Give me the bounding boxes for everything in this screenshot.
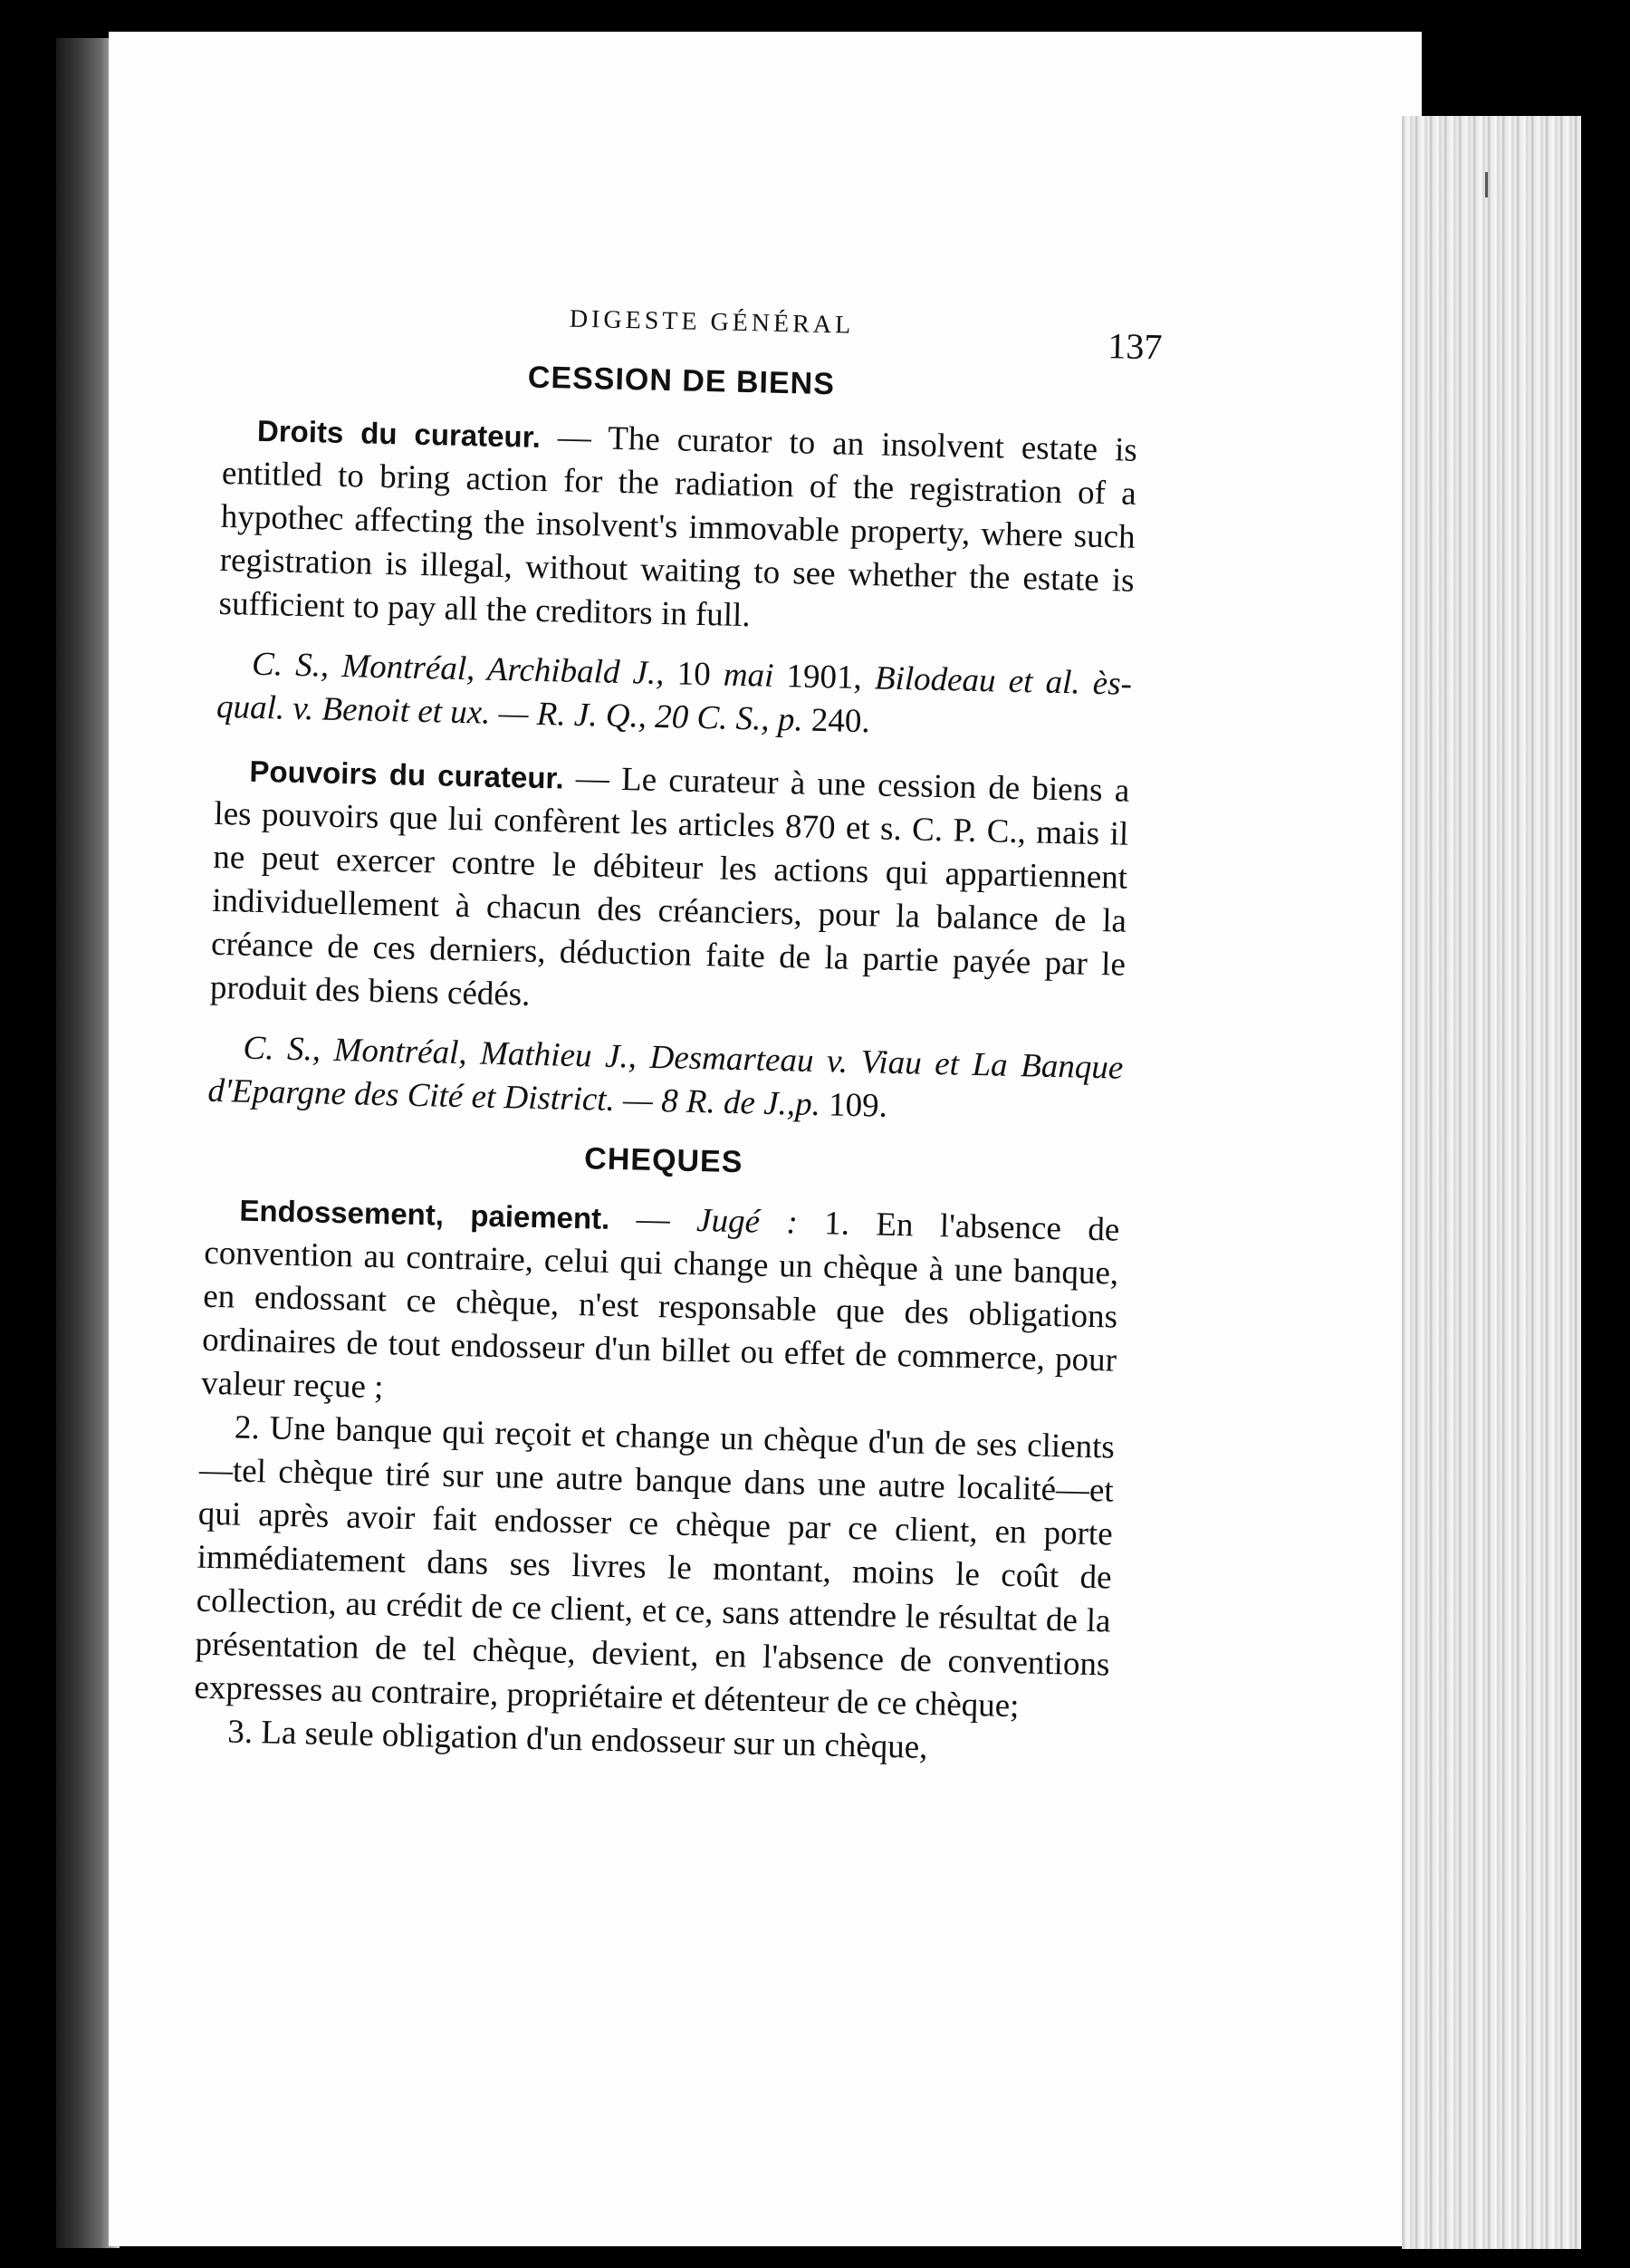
entry-juge: Jugé : [695, 1202, 799, 1242]
page-content [193, 272, 1163, 1773]
entry-lead: Droits du curateur. [256, 413, 542, 454]
citation-2 [207, 1026, 1124, 1134]
entry-text: 1. En l'absence de convention au contraire, celui qui change un chèque à une banque, en endossant ce chèque, n'est responsable que des obligations ordinaires de tout endosseur d'un billet ou effet de commerce, pour valeur reçue ; [200, 1204, 1120, 1407]
citation-italic: C. S., Montréal, Archibald J., [251, 645, 666, 693]
citation-plain: 109. [820, 1086, 888, 1125]
page-edges [1402, 116, 1581, 2249]
citation-plain: 240. [802, 701, 871, 741]
entry-droits-du-curateur [218, 408, 1137, 647]
citation-italic: C. S., Montréal, Mathieu J., Desmarteau v. Viau et La Banque d'Epargne des Cité et District. — 8 R. de J.,p. [207, 1029, 1124, 1124]
section-title-cheques: CHEQUES [583, 1141, 743, 1180]
section-title-cession: CESSION DE BIENS [527, 360, 836, 402]
edge-mark [1485, 172, 1488, 197]
running-title: DIGESTE GÉNÉRAL [569, 304, 855, 340]
entry-endossement-paiement [201, 1188, 1120, 1427]
entry-pouvoirs-du-curateur [210, 749, 1130, 1031]
citation-1 [216, 642, 1133, 750]
citation-italic: mai [723, 656, 774, 695]
page-number: 137 [1107, 325, 1163, 368]
citation-plain: 1901, [772, 657, 876, 697]
entry-lead: Endossement, paiement. [239, 1193, 610, 1235]
numbered-point-3: 3. La seule obligation d'un endosseur sur un chèque, [226, 1713, 928, 1766]
citation-plain: 10 [664, 655, 724, 694]
numbered-point-2: 2. Une banque qui reçoit et change un chèque d'un de ses clients—tel chèque tiré sur une autre banque dans une autre localité—et qui après avoir fait endosser ce chèque par ce client, en porte immédiatement dans ses livres le montant, moins le coût de collection, au crédit de ce client, et ce, sans attendre le résultat de la présentation de tel chèque, devient, en l'absence de conventions expresses au contraire, propriétaire et détenteur de ce chèque; [194, 1408, 1116, 1725]
citation-italic: Bilodeau et al. ès-qual. v. Benoit et ux. — R. J. Q., 20 C. S., p. [216, 659, 1133, 739]
entry-text: — Le curateur à une cession de biens a les pouvoirs que lui confèrent les articles 870 et s. C. P. C., mais il ne peut exercer contre le débiteur les actions qui appartiennent individuellement à chacun des créanciers, pour la balance de la créance de ces derniers, déduction faite de la partie payée par le produit des biens cédés. [209, 759, 1130, 1014]
entry-lead: Pouvoirs du curateur. [249, 754, 565, 795]
entry-text: — The curator to an insolvent estate is entitled to bring action for the radiation of the registration of a hypothec affecting the insolvent's immovable property, where such registration is illegal, without waiting to see whether the estate is sufficient to pay all the creditors in full. [218, 418, 1138, 635]
entry-dash: — [609, 1199, 697, 1240]
